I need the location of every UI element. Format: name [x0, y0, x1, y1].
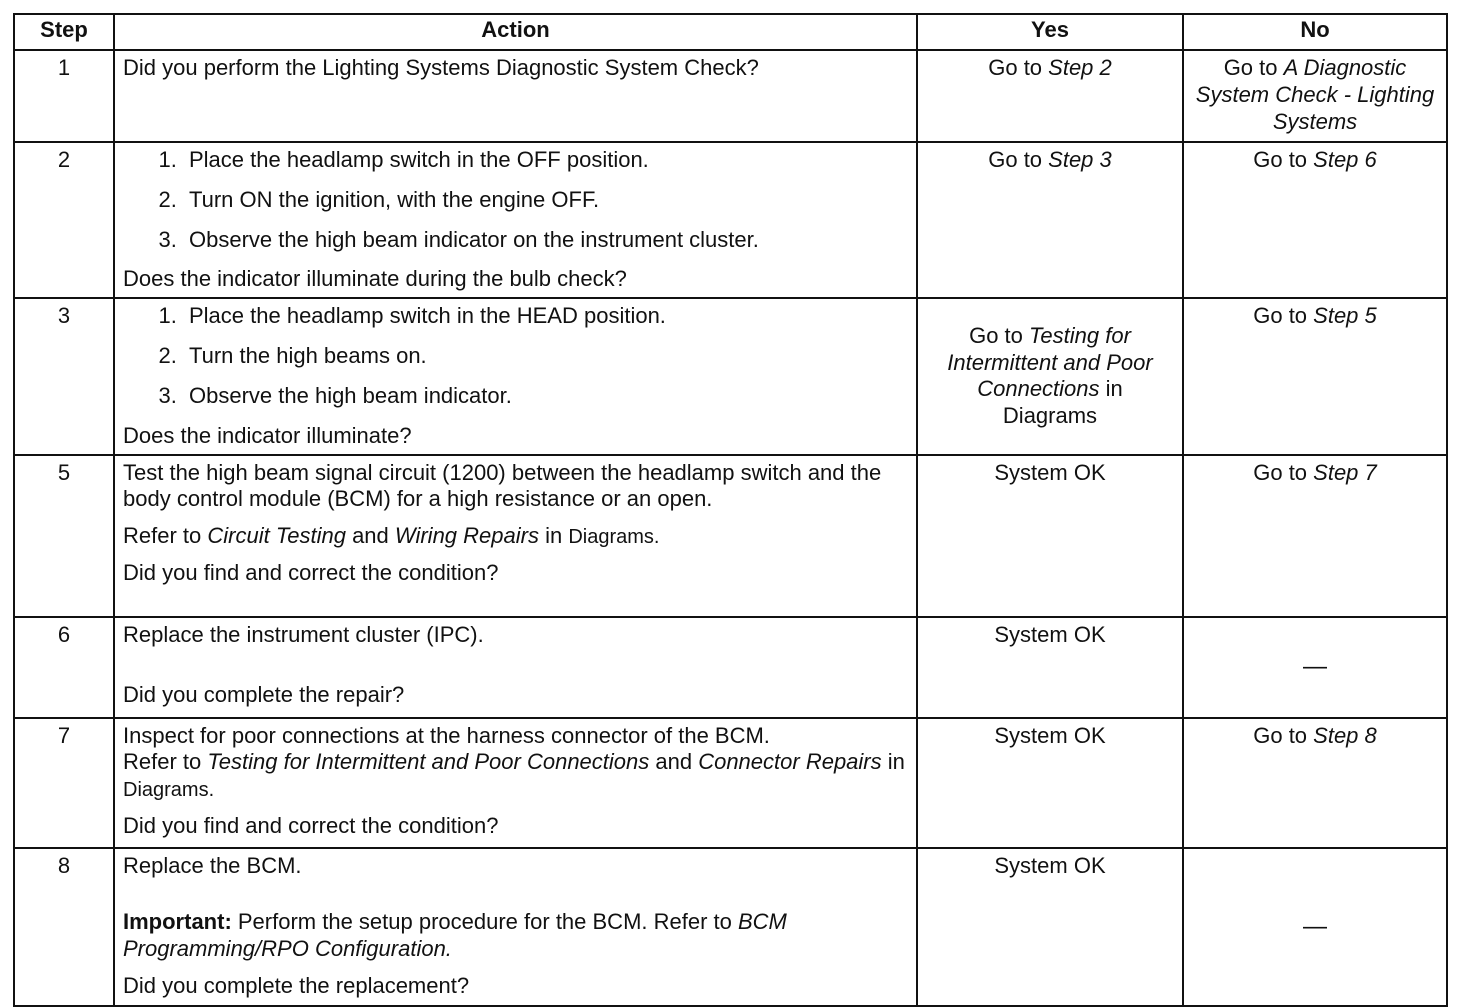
yes-cell: System OK [917, 455, 1183, 617]
step-number: 2 [14, 142, 114, 298]
refer-prefix: Refer to [123, 523, 208, 549]
action-refer [123, 749, 908, 803]
action-question: Does the indicator illuminate during the bulb check? [123, 266, 627, 292]
list-item: 1. Place the headlamp switch in the HEAD position. [183, 303, 908, 330]
refer-diagrams: Diagrams. [123, 779, 215, 802]
refer-link[interactable]: Circuit Testing [207, 523, 346, 549]
table-row [14, 455, 1447, 617]
action-cell [114, 50, 917, 142]
action-cell [114, 298, 917, 454]
step-number: 5 [14, 455, 114, 617]
yes-link[interactable]: Step 2 [1048, 55, 1112, 80]
action-cell [114, 455, 917, 617]
yes-cell [917, 50, 1183, 142]
action-question: Did you find and correct the condition? [123, 560, 499, 586]
important-label: Important: [123, 909, 232, 935]
refer-link[interactable]: Wiring Repairs [394, 523, 539, 549]
action-steps-list [123, 147, 908, 253]
action-question: Did you perform the Lighting Systems Diagnostic System Check? [123, 55, 759, 80]
action-question: Does the indicator illuminate? [123, 422, 412, 448]
table-row [14, 848, 1447, 1006]
action-cell [114, 718, 917, 848]
header-row [14, 14, 1447, 50]
refer-mid: and [649, 749, 699, 775]
table-row [14, 617, 1447, 718]
table-row [14, 718, 1447, 848]
no-cell: — [1183, 848, 1447, 1006]
list-item: 2. Turn ON the ignition, with the engine OFF. [183, 187, 908, 214]
diagnostic-table [13, 13, 1448, 1007]
action-text: Inspect for poor connections at the harness connector of the BCM. [123, 722, 770, 748]
refer-link[interactable]: Testing for Intermittent and Poor Connections [207, 749, 650, 775]
no-cell [1183, 142, 1447, 298]
action-text: Test the high beam signal circuit (1200) between the headlamp switch and the body control module (BCM) for a high resistance or an open. [123, 459, 882, 512]
no-link[interactable]: Step 6 [1313, 147, 1377, 172]
important-note [123, 909, 908, 963]
no-link[interactable]: A Diagnostic System Check - Lighting Systems [1195, 55, 1435, 134]
yes-cell: System OK [917, 718, 1183, 848]
no-link[interactable]: Step 7 [1313, 459, 1377, 485]
yes-suffix: in [1099, 376, 1123, 402]
yes-prefix: Go to [988, 55, 1049, 80]
yes-cell [917, 142, 1183, 298]
header-action: Action [114, 14, 917, 50]
step-number: 3 [14, 298, 114, 454]
action-question: Did you complete the replacement? [123, 973, 470, 999]
action-steps-list [123, 303, 908, 409]
no-prefix: Go to [1223, 55, 1284, 80]
list-item: 3. Observe the high beam indicator. [183, 383, 908, 410]
yes-cell [917, 298, 1183, 454]
important-link[interactable]: BCM Programming/RPO Configuration. [123, 909, 787, 962]
no-cell [1183, 455, 1447, 617]
table-row [14, 142, 1447, 298]
important-text: Perform the setup procedure for the BCM. Refer to [231, 909, 738, 935]
table-row [14, 298, 1447, 454]
step-number: 8 [14, 848, 114, 1006]
no-cell [1183, 50, 1447, 142]
list-item: 1. Place the headlamp switch in the OFF position. [183, 147, 908, 174]
no-cell [1183, 718, 1447, 848]
refer-suffix: in [881, 749, 905, 775]
refer-suffix: in [538, 523, 569, 549]
no-link[interactable]: Step 8 [1313, 722, 1377, 748]
no-cell: — [1183, 617, 1447, 718]
yes-prefix: Go to [988, 147, 1049, 172]
action-cell [114, 848, 917, 1006]
no-prefix: Go to [1253, 722, 1314, 748]
action-text: Replace the BCM. [123, 852, 302, 878]
step-number: 1 [14, 50, 114, 142]
yes-tail: Diagrams [1002, 403, 1098, 429]
no-prefix: Go to [1253, 147, 1314, 172]
table-row [14, 50, 1447, 142]
refer-link[interactable]: Connector Repairs [698, 749, 882, 775]
refer-mid: and [345, 523, 395, 549]
action-question: Did you find and correct the condition? [123, 813, 499, 839]
action-cell [114, 617, 917, 718]
no-cell [1183, 298, 1447, 454]
action-text: Replace the instrument cluster (IPC). [123, 621, 484, 647]
list-item: 2. Turn the high beams on. [183, 343, 908, 370]
yes-link[interactable]: Step 3 [1048, 147, 1112, 172]
refer-prefix: Refer to [123, 749, 208, 775]
action-refer [123, 523, 908, 550]
yes-cell: System OK [917, 848, 1183, 1006]
header-no: No [1183, 14, 1447, 50]
header-yes: Yes [917, 14, 1183, 50]
no-prefix: Go to [1253, 303, 1314, 329]
yes-cell: System OK [917, 617, 1183, 718]
yes-link[interactable]: Testing for Intermittent and Poor Connections [947, 322, 1153, 402]
no-link[interactable]: Step 5 [1313, 303, 1377, 329]
header-step: Step [14, 14, 114, 50]
no-prefix: Go to [1253, 459, 1314, 485]
action-question: Did you complete the repair? [123, 682, 405, 708]
step-number: 6 [14, 617, 114, 718]
step-number: 7 [14, 718, 114, 848]
refer-diagrams: Diagrams. [568, 526, 660, 549]
yes-prefix: Go to [969, 322, 1029, 348]
action-cell [114, 142, 917, 298]
list-item: 3. Observe the high beam indicator on the instrument cluster. [183, 227, 908, 254]
